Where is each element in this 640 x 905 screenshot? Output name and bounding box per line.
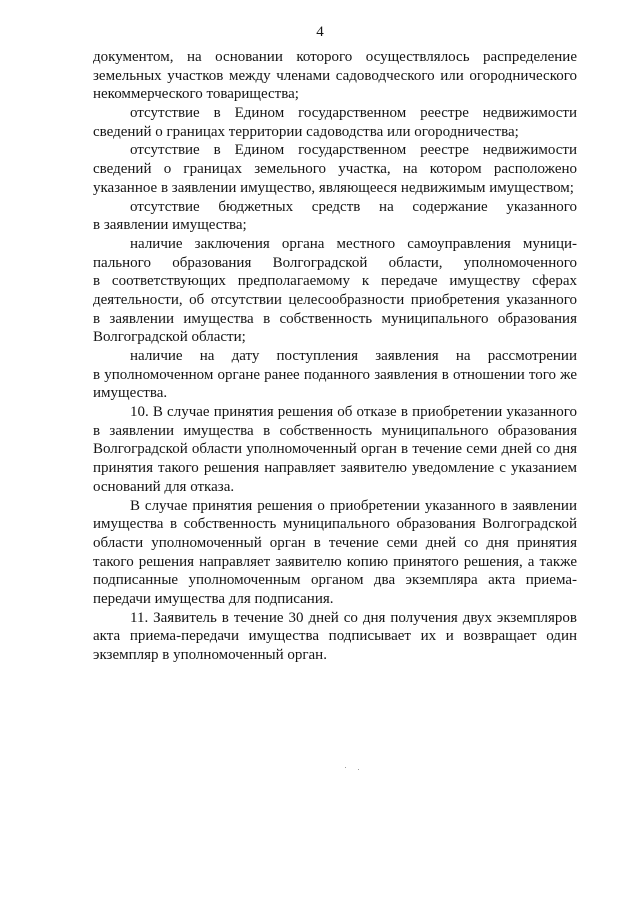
text-line: указанное в заявлении имущество, являющееся недвижимым имуществом;: [93, 179, 574, 196]
text-line: отсутствие бюджетных средств на содержание указанного: [130, 198, 577, 215]
text-line: передачи имущества для подписания.: [93, 590, 334, 607]
text-line: сведений о границах земельного участка, на котором расположено: [93, 161, 577, 178]
paragraph: [93, 235, 577, 347]
page-number: 4: [316, 24, 324, 40]
text-line: наличие на дату поступления заявления на рассмотрении: [130, 348, 577, 364]
text-line: пального образования Волгоградской области, уполномоченного: [93, 254, 577, 271]
text-line: области уполномоченный орган в течение семи дней со дня принятия: [93, 534, 577, 551]
text-line: оснований для отказа.: [93, 478, 235, 495]
text-line: такого решения направляет заявителю копию принятого решения, а также: [93, 553, 577, 570]
paragraph: [93, 497, 577, 609]
text-line: имущества.: [93, 385, 168, 402]
text-line: в уполномоченном органе ранее поданного заявления в отношении того же: [93, 366, 577, 383]
text-line: Волгоградской области;: [93, 329, 246, 346]
text-line: имущества в собственность муниципального образования Волгоградской: [93, 516, 577, 533]
text-line: документом, на основании которого осуществлялось распределение: [93, 49, 577, 65]
paragraph: [93, 609, 577, 665]
text-line: экземпляр в уполномоченный орган.: [93, 647, 327, 663]
text-line: наличие заключения органа местного самоуправления муници-: [130, 235, 577, 252]
scan-speck: [345, 767, 346, 768]
text-line: в заявлении имущества в собственность муниципального образования: [93, 310, 577, 327]
document-body: [93, 48, 577, 665]
text-line: деятельности, об отсутствии целесообразности приобретения указанного: [93, 291, 577, 308]
text-line: Волгоградской области уполномоченный орган в течение семи дней со дня: [93, 441, 577, 458]
paragraph: [93, 198, 577, 235]
text-line: некоммерческого товарищества;: [93, 86, 299, 103]
text-line: сведений о границах территории садоводства или огородничества;: [93, 123, 519, 140]
text-line: в соответствующих предполагаемому к передаче имуществу сферах: [93, 273, 577, 290]
paragraph: [93, 48, 577, 104]
text-line: принятия такого решения направляет заявителю уведомление с указанием: [93, 460, 577, 477]
text-line: акта приема-передачи имущества подписывает их и возвращает один: [93, 628, 577, 645]
text-line: 10. В случае принятия решения об отказе в приобретении указанного: [130, 404, 577, 421]
text-line: земельных участков между членами садоводческого или огороднического: [93, 67, 577, 84]
scan-speck: [358, 769, 359, 770]
text-line: отсутствие в Едином государственном реестре недвижимости: [130, 105, 577, 122]
text-line: 11. Заявитель в течение 30 дней со дня получения двух экземпляров: [130, 609, 577, 626]
text-line: в заявлении имущества в собственность муниципального образования: [93, 422, 577, 439]
paragraph: [93, 403, 577, 496]
paragraph: [93, 104, 577, 141]
paragraph: [93, 347, 577, 403]
paragraph: [93, 141, 577, 197]
text-line: отсутствие в Едином государственном реестре недвижимости: [130, 142, 577, 159]
text-line: В случае принятия решения о приобретении указанного в заявлении: [130, 497, 577, 514]
text-line: в заявлении имущества;: [93, 217, 247, 234]
text-line: подписанные уполномоченным органом два экземпляра акта приема-: [93, 572, 577, 589]
